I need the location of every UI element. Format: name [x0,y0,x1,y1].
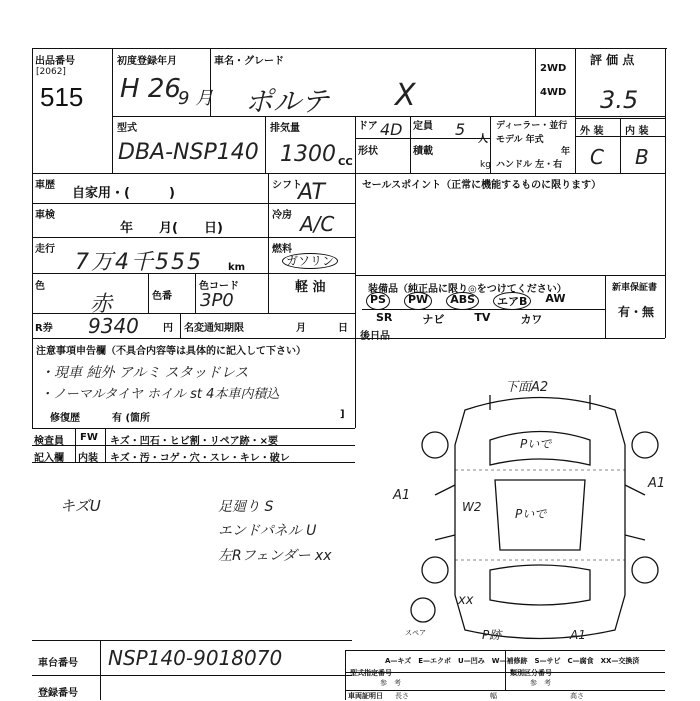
length-label: 長さ [395,692,409,700]
day-unit: 日 [338,323,348,334]
warranty-label: 新車保証書 [612,283,658,293]
width-label: 幅 [490,692,497,700]
cc-unit: CC [338,157,353,168]
lot-number: 515 [40,82,84,112]
eval-value: 3.5 [600,86,639,114]
notes-line-1: ・現車 純外 アルミ スタッドレス [40,365,249,381]
capacity-label: 定員 [413,121,433,132]
model-label: 型式 [117,123,137,134]
notes-label: 注意事項申告欄（不具合内容等は具体的に記入して下さい） [36,346,306,357]
history-reg-value: 自家用・( ) [72,186,175,201]
chassis-value: NSP140-9018070 [108,646,283,670]
fuel-diesel: 軽 油 [295,280,326,295]
first-reg-value: H 26 [120,74,181,104]
category-label: 類別区分番号 [510,669,552,677]
warranty-value: 有・無 [618,305,655,319]
remark-right-2: エンドパネル U [218,523,317,539]
type-ref: 参 考 [380,679,401,687]
height-label: 高さ [570,692,584,700]
type-designation-label: 型式指定番号 [350,669,392,677]
recycle-value: 9340 [88,314,139,338]
equip-airbag: エアB [493,292,531,310]
chassis-label: 車台番号 [38,658,78,669]
history-reg-label: 車歴 [35,180,55,191]
fw-items: キズ・凹石・ヒビ割・リペア跡・×要 [110,436,278,447]
model-year-label: モデル 年式 [496,135,544,145]
equip-ps: PS [366,292,390,310]
eval-label: 評 価 点 [590,53,635,67]
repair-history-label: 修復歴 [50,413,80,424]
diag-spare: スペア [405,629,426,637]
diag-center: Pいで [515,507,547,521]
ext-value: C [590,145,604,169]
rear-seat-label: 後日品 [360,331,390,342]
fuel-label: 燃料 [272,244,292,255]
diag-legend: A—キズ E—エクボ U—凹み W—補修跡 S—サビ C—腐食 XX—交換済 [385,657,640,665]
handle-label: ハンドル 左・右 [496,160,563,170]
equip-kawa: カワ [520,313,543,326]
equipment-row-2 [376,311,542,327]
sales-point-label: セールスポイント（正常に機能するものに限ります） [362,180,602,191]
int-label: 内 装 [625,126,649,137]
ac-value: A/C [300,212,335,236]
diag-left-a1: A1 [393,488,411,503]
month-unit: 月 [296,323,306,334]
diag-center-top: Pいで [520,437,552,451]
ext-label: 外 装 [580,126,604,137]
repair-history-close: ] [340,409,345,420]
color-no-label: 色番 [152,291,172,302]
shape-label: 形状 [358,146,378,157]
equip-navi: ナビ [422,313,445,326]
drive-4wd: 4WD [540,87,567,98]
color-code-label: 色コード [199,281,239,292]
drive-2wd: 2WD [540,63,567,74]
shift-label: シフト [272,180,302,191]
car-grade: X [395,78,416,113]
fw-label: FW [80,432,98,443]
capacity-unit: 人 [478,134,488,145]
diag-top: 下面A2 [505,380,549,395]
mileage-value: 7万4千555 [75,250,203,275]
capacity-value: 5 [455,120,466,139]
color-code-value: 3P0 [200,290,234,311]
shift-value: AT [298,180,325,205]
diag-w2: W2 [462,500,482,514]
mileage-label: 走行 [35,244,55,255]
inspection-label: 車検 [35,210,55,221]
lot-label: 出品番号 [35,56,75,67]
remark-right-3: 左Rフェンダー xx [218,548,332,564]
km-unit: km [228,262,246,273]
inspector-label: 検査員 [34,436,64,447]
inspection-value: 年 月( 日) [120,221,223,236]
lot-sub: [2062] [36,67,66,77]
recycle-label: R券 [35,323,53,334]
model-value: DBA-NSP140 [118,140,259,165]
door-value: 4D [380,120,403,139]
interior-label: 内装 [78,453,98,464]
name-grade-label: 車名・グレード [214,56,284,67]
diag-right-a1: A1 [648,476,666,491]
diag-rear-a1: A1 [570,628,586,642]
car-name: ポルテ [245,85,330,118]
reg-no-label: 登録番号 [38,688,78,699]
load-unit: kg [480,160,491,170]
load-label: 積載 [413,146,433,157]
equip-sr: SR [376,311,393,324]
remark-right-1: 足廻り S [218,499,274,515]
equipment-label: 装備品（純正品に限り◎をつけてください） [368,284,567,295]
diag-xx: xx [458,593,474,608]
dealer-label: ディーラー・並行 [496,121,568,131]
year-unit: 年 [561,147,571,157]
int-value: B [635,145,649,169]
diag-rear: P跡 [482,628,502,642]
equip-tv: TV [474,311,491,324]
entry-label: 記入欄 [34,453,64,464]
fuel-gas: ガソリン [282,252,338,269]
equip-abs: ABS [446,292,479,310]
name-change-label: 名変通知期限 [184,323,244,334]
repair-history-value: 有 (箇所 [112,413,151,424]
equip-aw: AW [545,292,566,305]
color-value: 赤 [90,292,113,317]
reg-date-label: 車両証明日 [348,692,383,700]
displacement-value: 1300 [280,142,336,167]
equipment-row-1 [366,292,566,310]
door-label: ドア [358,121,378,132]
displacement-label: 排気量 [270,123,300,134]
interior-items: キズ・汚・コゲ・穴・スレ・キレ・破レ [110,453,290,464]
yen-unit: 円 [163,323,173,334]
ac-label: 冷房 [272,210,292,221]
remark-left: キズU [60,497,101,515]
first-reg-month: 9 月 [178,88,214,109]
equip-pw: PW [404,292,432,310]
category-ref: 参 考 [530,679,551,687]
color-label: 色 [35,281,45,292]
first-reg-label: 初度登録年月 [117,56,177,67]
notes-line-2: ・ノーマルタイヤ ホイル st 4本車内積込 [40,387,280,402]
